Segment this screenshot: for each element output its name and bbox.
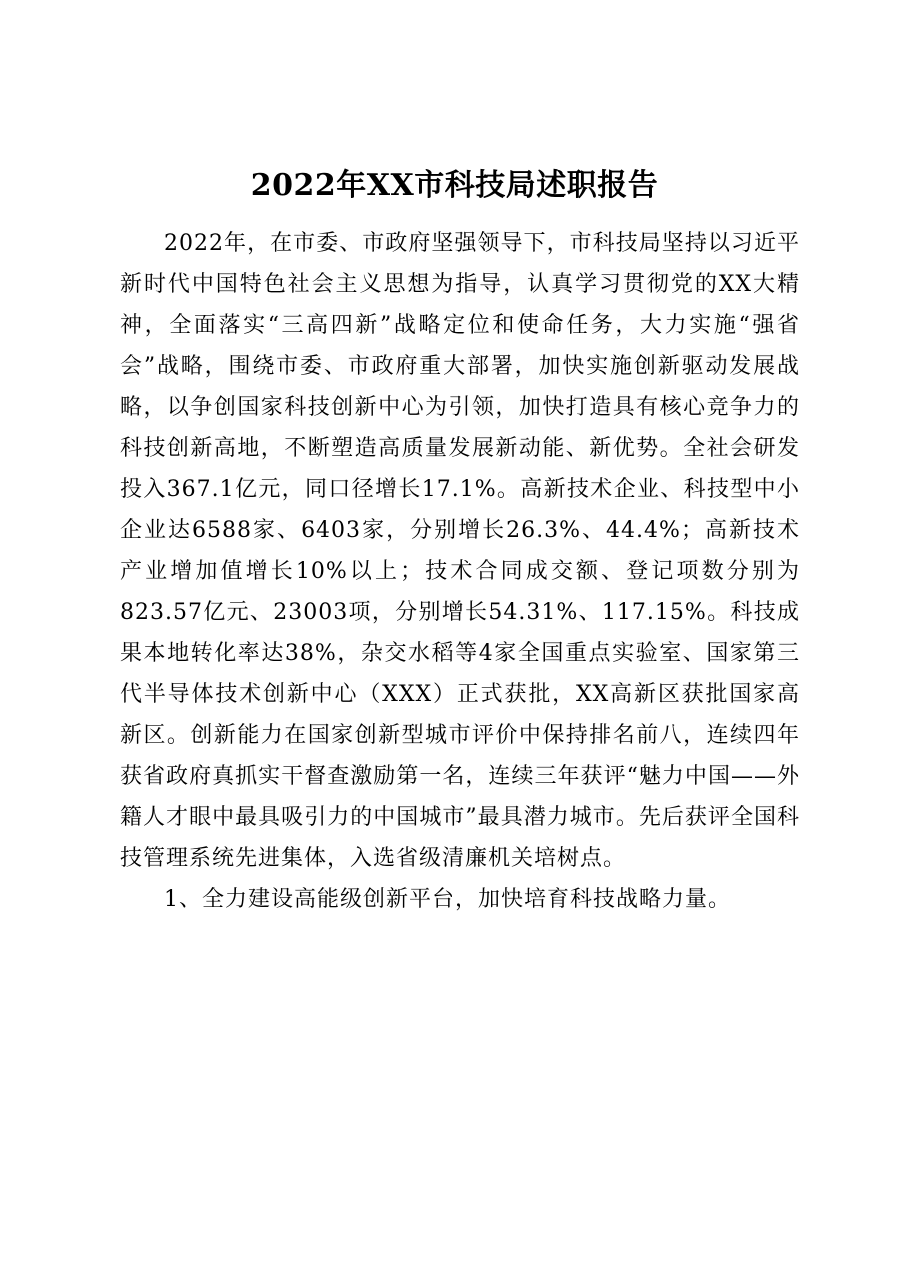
section-heading-1: 1、全力建设高能级创新平台，加快培育科技战略力量。: [164, 887, 731, 912]
intro-paragraph: 2022年，在市委、市政府坚强领导下，市科技局坚持以习近平新时代中国特色社会主义思想为指导，认真学习贯彻党的XX大精神，全面落实“三高四新”战略定位和使命任务，大力实施“强省会”战略，围绕市委、市政府重大部署，加快实施创新驱动发展战略，以争创国家科技创新中心为引领，加快打造具有核心竞争力的科技创新高地，不断塑造高质量发展新动能、新优势。全社会研发投入367.1亿元，同口径增长17.1%。高新技术企业、科技型中小企业达6588家、6403家，分别增长26.3%、44.4%；高新技术产业增加值增长10%以上；技术合同成交额、登记项数分别为823.57亿元、23003项，分别增长54.31%、117.15%。科技成果本地转化率达38%，杂交水稻等4家全国重点实验室、国家第三代半导体技术创新中心（XXX）正式获批，XX高新区获批国家高新区。创新能力在国家创新型城市评价中保持排名前八，连续四年获省政府真抓实干督查激励第一名，连续三年获评“魅力中国——外籍人才眼中最具吸引力的中国城市”最具潜力城市。先后获评全国科技管理系统先进集体，入选省级清廉机关培树点。: [120, 231, 800, 871]
document-title: 2022年XX市科技局述职报告: [250, 168, 659, 203]
document-body: [120, 223, 800, 920]
